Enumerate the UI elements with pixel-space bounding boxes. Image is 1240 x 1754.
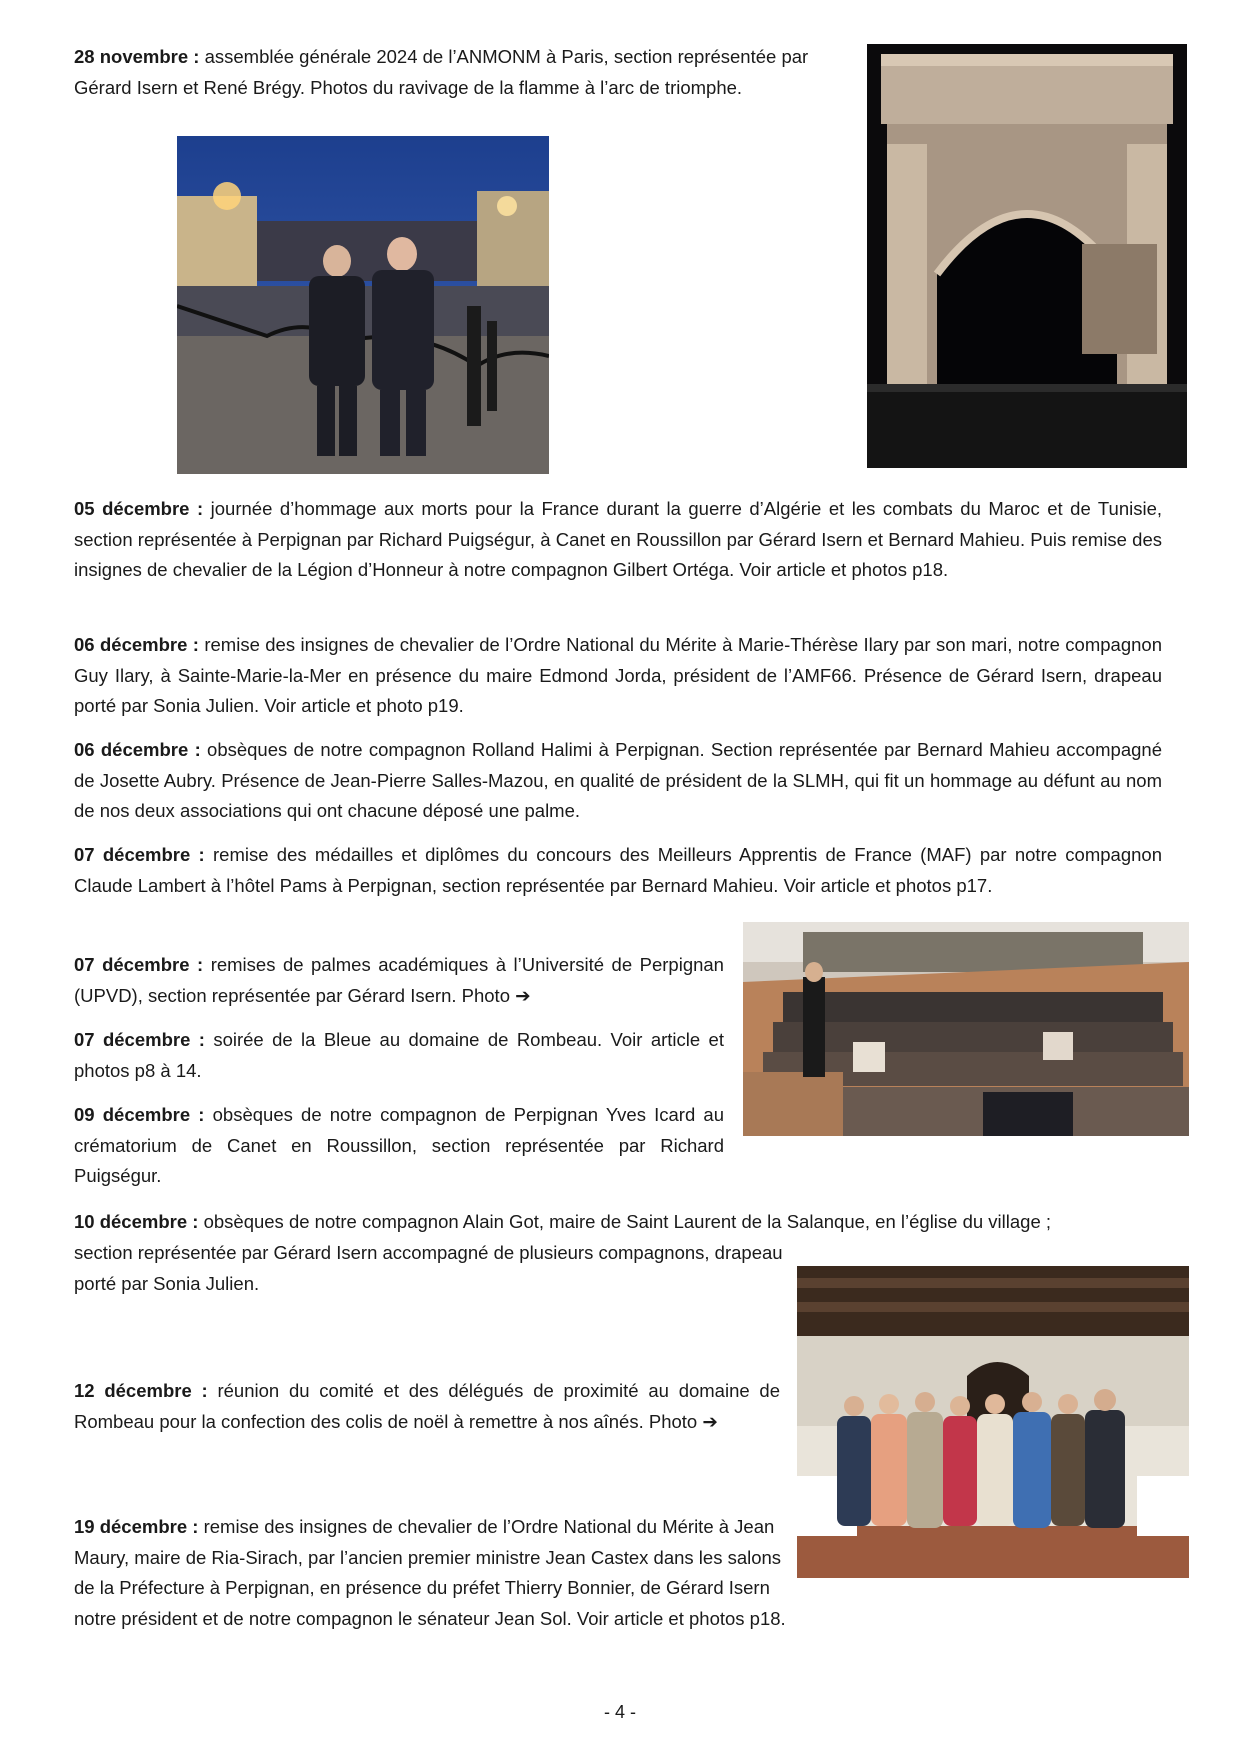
entry-date: 07 décembre : (74, 1029, 205, 1050)
entry-06-decembre-b (74, 735, 1162, 827)
entry-text: réunion du comité et des délégués de proximité au domaine de Rombeau pour la confection des colis de noël à remettre à nos aînés. Photo (74, 1380, 781, 1432)
entry-09-decembre (74, 1100, 724, 1192)
entry-text: remise des médailles et diplômes du concours des Meilleurs Apprentis de France (MAF) par notre compagnon Claude Lambert à l’hôtel Pams à Perpignan, section représentée par Bernard Mahieu. Voir article et photos p17. (74, 844, 1162, 896)
photo-champs-elysees (177, 136, 549, 474)
entry-text: remise des insignes de chevalier de l’Ordre National du Mérite à Jean Maury, maire de Ria-Sirach, par l’ancien premier ministre Jean Castex dans les salons de la Préfecture à Perpignan, en présence du préfet Thierry Bonnier, de Gérard Isern notre président et de notre compagnon le sénateur Jean Sol. Voir article et photos p18. (74, 1516, 786, 1629)
entry-06-decembre-a (74, 630, 1162, 722)
entry-text: journée d’hommage aux morts pour la France durant la guerre d’Algérie et les combats du Maroc et de Tunisie, section représentée à Perpignan par Richard Puigségur, à Canet en Roussillon par Gérard Isern et Bernard Mahieu. Puis remise des insignes de chevalier de la Légion d’Honneur à notre compagnon Gilbert Ortéga. Voir article et photos p18. (74, 498, 1163, 580)
entry-date: 12 décembre : (74, 1380, 208, 1401)
entry-text: soirée de la Bleue au domaine de Rombeau. Voir article et photos p8 à 14. (74, 1029, 724, 1081)
photo-groupe-comite (797, 1266, 1189, 1578)
entry-19-decembre (74, 1512, 790, 1634)
entry-text: obsèques de notre compagnon Rolland Halimi à Perpignan. Section représentée par Bernard Mahieu accompagné de Josette Aubry. Présence de Jean-Pierre Salles-Mazou, en qualité de président de la SLMH, qui fit un hommage au défunt au nom de nos deux associations qui ont chacune déposé une palme. (74, 739, 1162, 821)
entry-text: assemblée générale 2024 de l’ANMONM à Paris, section représentée par Gérard Isern et René Brégy. Photos du ravivage de la flamme à l’arc de triomphe. (74, 46, 809, 98)
entry-date: 19 décembre : (74, 1516, 199, 1537)
entry-text: remise des insignes de chevalier de l’Ordre National du Mérite à Marie-Thérèse Ilary par son mari, notre compagnon Guy Ilary, à Sainte-Marie-la-Mer en présence du maire Edmond Jorda, président de l’AMF66. Présence de Gérard Isern, drapeau porté par Sonia Julien. Voir article et photo p19. (74, 634, 1162, 716)
entry-10-decembre (74, 1207, 1162, 1238)
entry-07-decembre-c (74, 1025, 724, 1086)
entry-text: remises de palmes académiques à l’Université de Perpignan (UPVD), section représentée par Gérard Isern. Photo (74, 954, 724, 1006)
entry-date: 07 décembre : (74, 954, 204, 975)
entry-05-decembre (74, 494, 1162, 586)
entry-07-decembre-b (74, 950, 724, 1011)
entry-date: 07 décembre : (74, 844, 205, 865)
entry-text: section représentée par Gérard Isern accompagné de plusieurs compagnons, drapeau porté par Sonia Julien. (74, 1242, 783, 1294)
entry-date: 06 décembre : (74, 739, 201, 760)
entry-date: 09 décembre : (74, 1104, 205, 1125)
photo-universite-amphitheatre (743, 922, 1189, 1136)
page-number: - 4 - (603, 1702, 636, 1722)
entry-28-novembre (74, 42, 852, 103)
arrow-right-icon: ➔ (702, 1410, 718, 1432)
entry-07-decembre-a (74, 840, 1162, 901)
entry-text: obsèques de notre compagnon Alain Got, maire de Saint Laurent de la Salanque, en l’église du village ; (203, 1211, 1052, 1232)
entry-date: 05 décembre : (74, 498, 204, 519)
photo-arc-de-triomphe (867, 44, 1187, 468)
entry-text: obsèques de notre compagnon de Perpignan Yves Icard au crématorium de Canet en Roussillon, section représentée par Richard Puigségur. (74, 1104, 724, 1186)
entry-10-decembre-cont (74, 1238, 790, 1299)
entry-date: 28 novembre : (74, 46, 200, 67)
entry-12-decembre (74, 1376, 780, 1437)
entry-date: 10 décembre : (74, 1211, 199, 1232)
arrow-right-icon: ➔ (515, 984, 531, 1006)
entry-date: 06 décembre : (74, 634, 199, 655)
